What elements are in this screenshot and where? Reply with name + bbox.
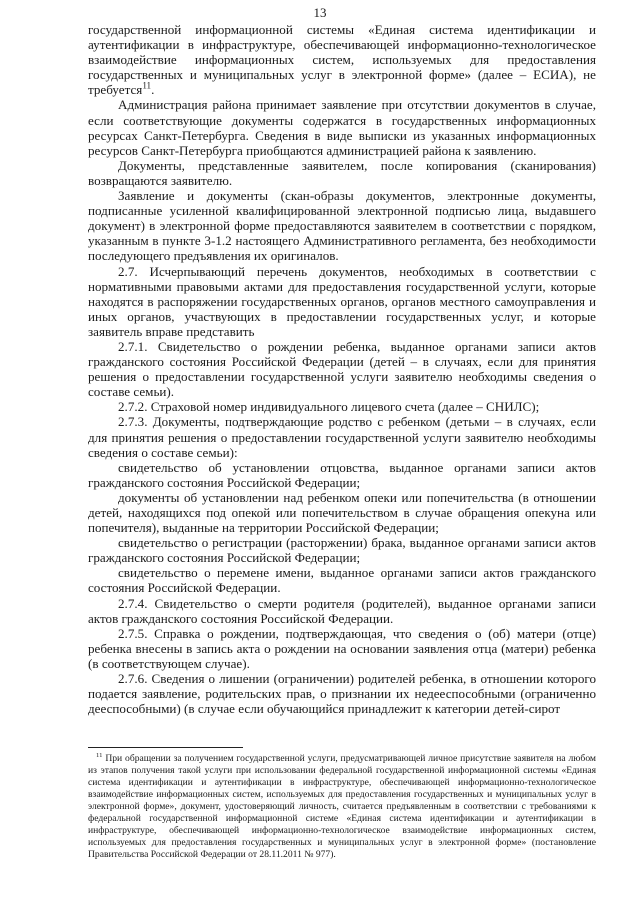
body-text [88,22,596,716]
clause-2-7-1: 2.7.1. Свидетельство о рождении ребенка, выданное органами записи актов гражданского состояния Российской Федерации (детей – в случаях, если для принятия решения о предоставлении государственной услуги заявителю необходимы сведения о составе семьи). [88,338,596,400]
paragraph: Заявление и документы (скан-образы документов, электронные документы, подписанные усиленной квалифицированной электронной подписью лица, выдавшего документ) в электронной форме предоставляются заявителем в соответствии с порядком, указанным в пункте 3-1.2 настоящего Административного регламента, без необходимости последующего предъявления их оригиналов. [88,188,596,264]
paragraph: Администрация района принимает заявление при отсутствии документов в случае, если соответствующие документы содержатся в государственных информационных ресурсах Санкт-Петербурга. Сведения в виде выписки из указанных информационных ресурсов Санкт-Петербурга приобщаются администрацией района к заявлению. [88,97,596,158]
clause-2-7-5: 2.7.5. Справка о рождении, подтверждающая, что сведения о (об) матери (отце) ребенка внесены в запись акта о рождении на основании заявления отца (матери) ребенка (в соответствующем случае). [88,625,596,671]
footnote-reference: 11 [142,81,152,92]
clause-2-7-6: 2.7.6. Сведения о лишении (ограничении) родителей ребенка, в отношении которого подается заявление, родительских прав, о признании их недееспособными (ограниченно дееспособными) (в случае если обучающийся принадлежит к категории детей-сирот [88,671,596,717]
footnote-marker: 11 [96,751,103,759]
footnote [88,753,596,861]
section-heading-2-7: 2.7. Исчерпывающий перечень документов, необходимых в соответствии с нормативными правовыми актами для предоставления государственной услуги, которые находятся в распоряжении государственных органов, органов местного самоуправления и иных органов, участвующих в предоставлении государственных услуг, и которые заявитель вправе представить [88,263,596,339]
paragraph: Документы, представленные заявителем, после копирования (сканирования) возвращаются заявителю. [88,157,596,188]
clause-2-7-3: 2.7.3. Документы, подтверждающие родство с ребенком (детьми – в случаях, если для принятия решения о предоставлении государственной услуги заявителю необходимы сведения о составе семьи): [88,414,596,460]
list-item: свидетельство о перемене имени, выданное органами записи актов гражданского состояния Российской Федерации. [88,565,596,596]
paragraph-continuation: государственной информационной системы «Единая система идентификации и аутентификации в инфраструктуре, обеспечивающей информационно-технологическое взаимодействие информационных систем, используемых для предоставления государственных и муниципальных услуг в электронной форме» (далее – ЕСИА), не требуется$^{11}$. [88,22,596,98]
footnote-text: $^{11}$ При обращении за получением государственной услуги, предусматривающей личное присутствие заявителя на любом из этапов получения такой услуги при использовании федеральной государственной информационной системы «Единая система идентификации и аутентификации в инфраструктуре, обеспечивающей информационно-технологическое взаимодействие информационных систем, используемых для предоставления государственных и муниципальных услуг в электронной форме», документ, удостоверяющий личность, считается предъявленным в соответствии с требованиями к федеральной государственной информационной системе «Единая система идентификации и аутентификации в инфраструктуре, обеспечивающей информационно-технологическое взаимодействие информационных систем, используемых для предоставления государственных и муниципальных услуг в электронной форме» (постановление Правительства Российской Федерации от 28.11.2011 № 977). [88,751,597,861]
list-item: свидетельство о регистрации (расторжении) брака, выданное органами записи актов гражданского состояния Российской Федерации; [88,535,596,566]
clause-2-7-4: 2.7.4. Свидетельство о смерти родителя (родителей), выданное органами записи актов гражданского состояния Российской Федерации. [88,595,596,626]
footnote-separator [88,747,243,748]
list-item: документы об установлении над ребенком опеки или попечительства (в отношении детей, находящихся под опекой или попечительством в случае обращения опекуна или попечителя), выданные на территории Российской Федерации; [88,489,596,536]
list-item: свидетельство об установлении отцовства, выданное органами записи актов гражданского состояния Российской Федерации; [88,459,596,490]
clause-2-7-2: 2.7.2. Страховой номер индивидуального лицевого счета (далее – СНИЛС); [118,399,540,415]
page-number: 13 [313,5,327,20]
